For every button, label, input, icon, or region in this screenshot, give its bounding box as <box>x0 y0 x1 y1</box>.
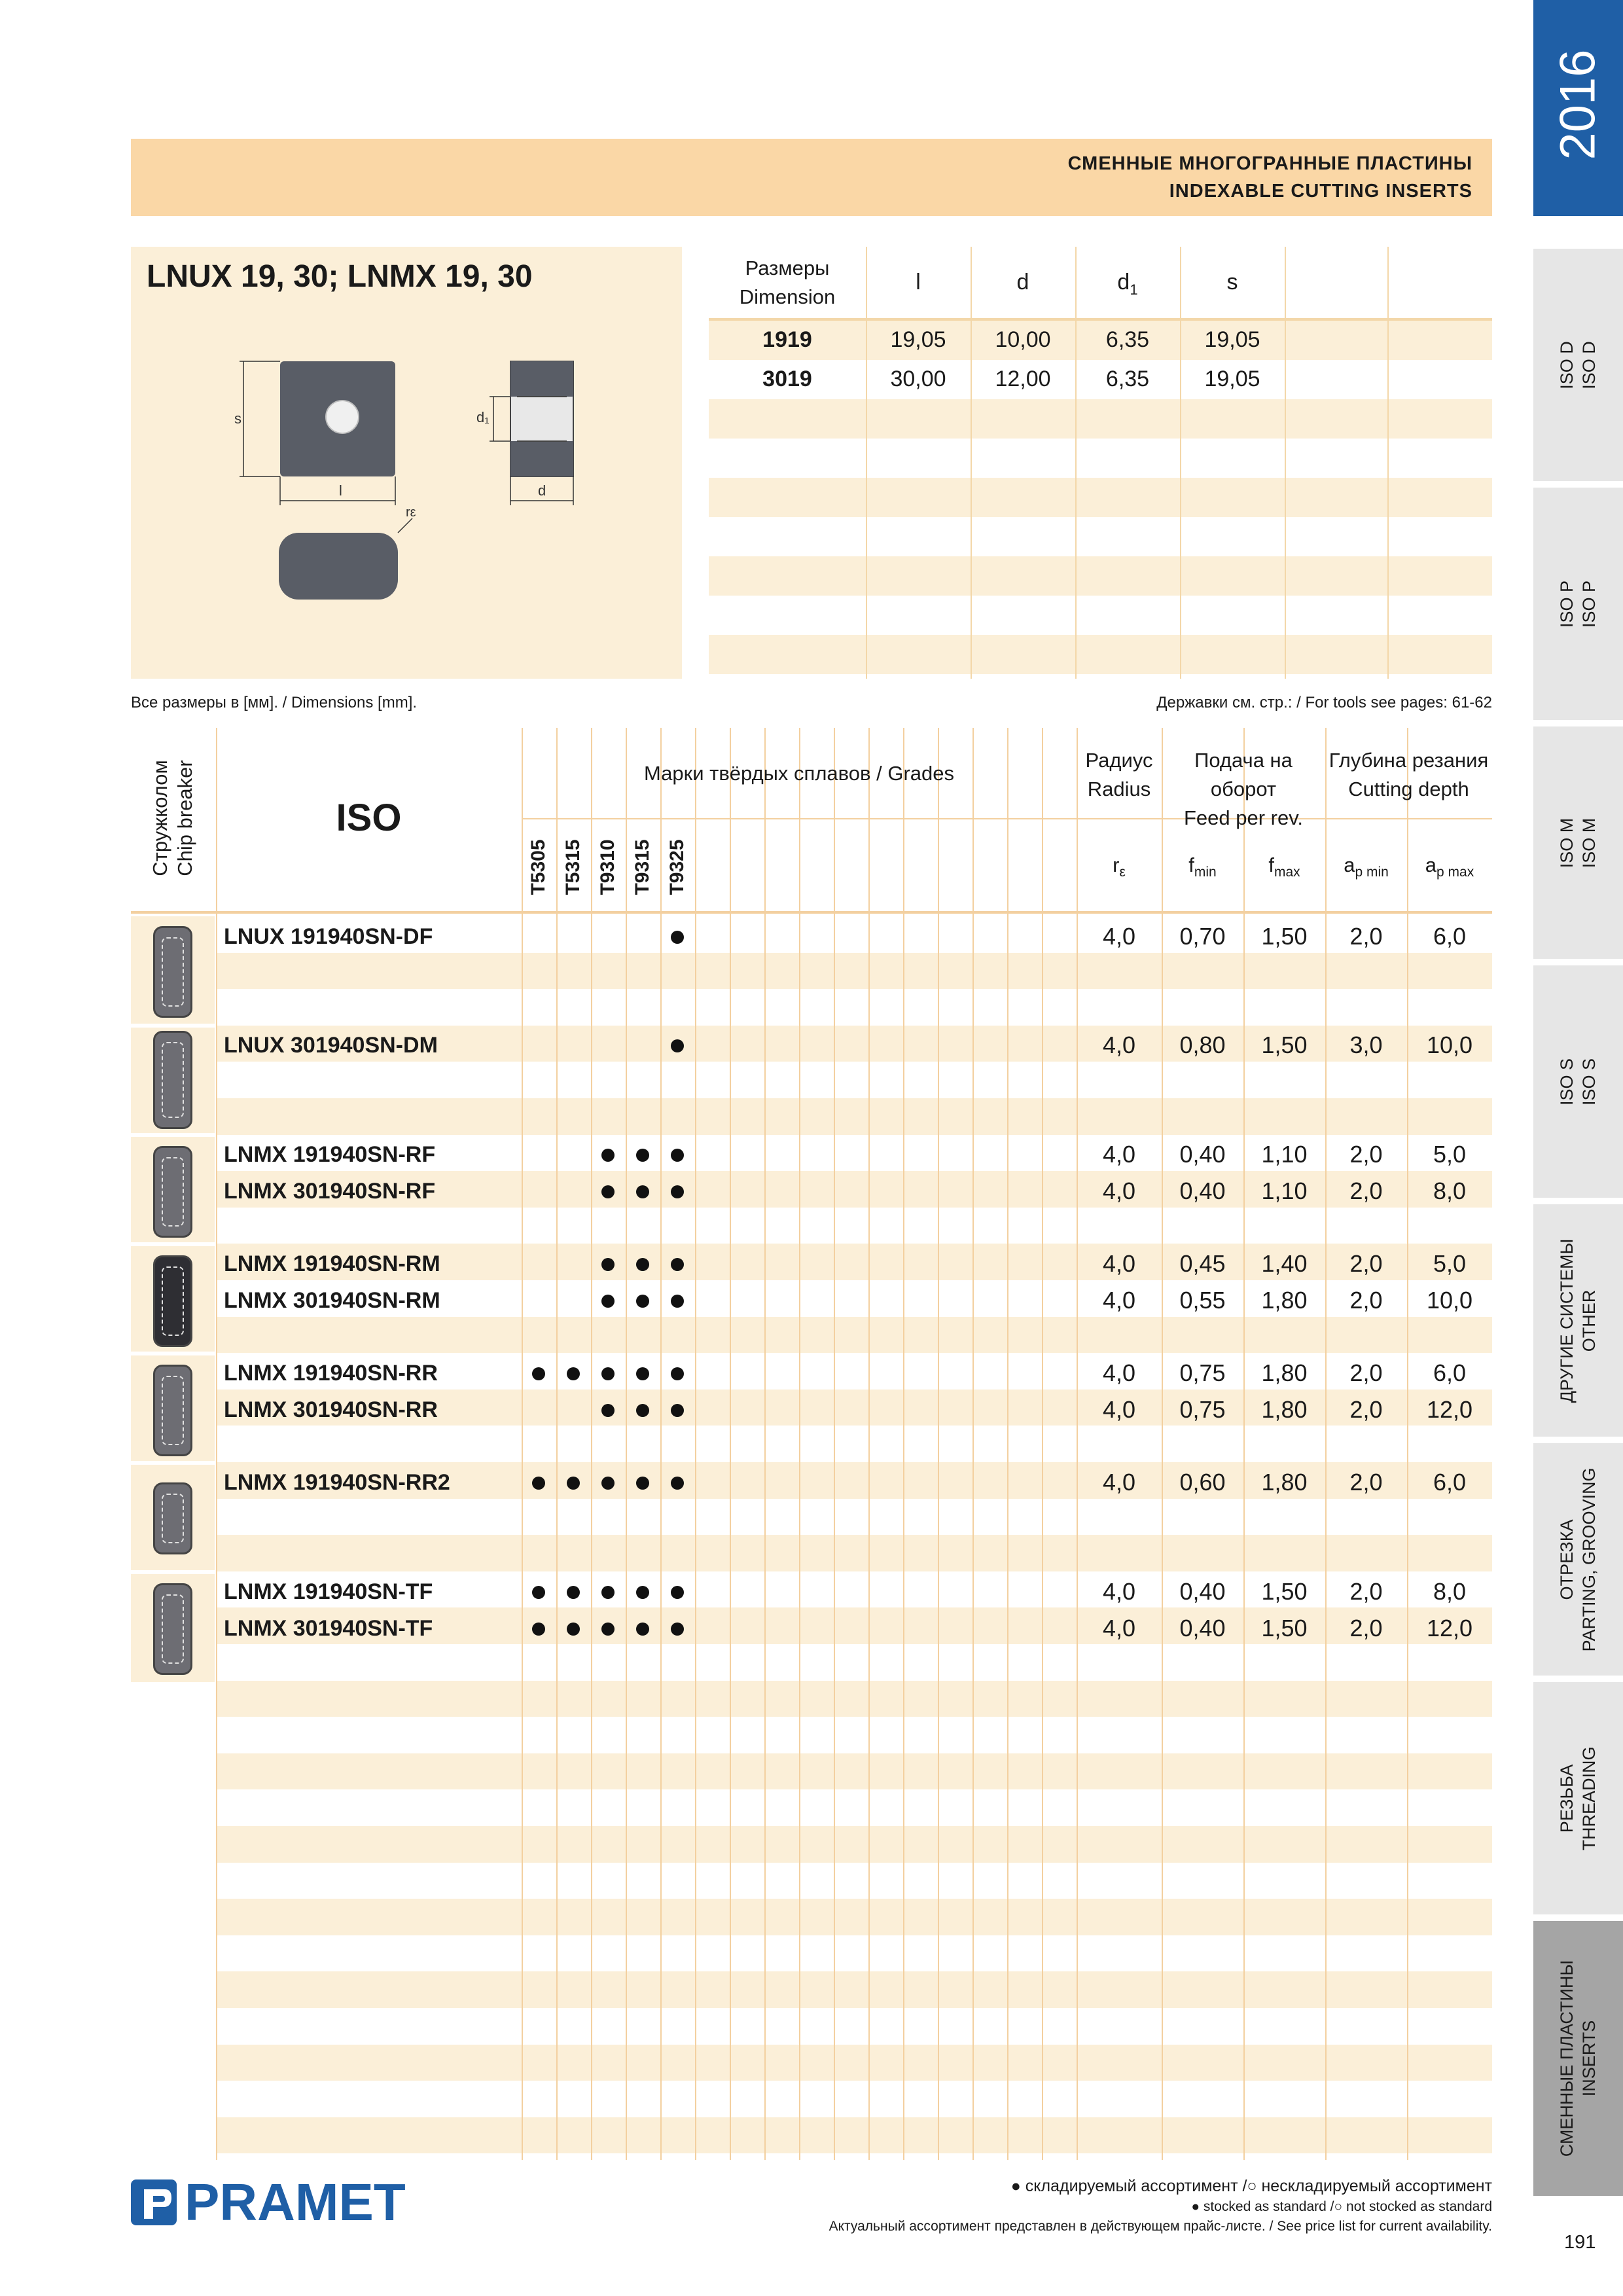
grade-col-rule <box>626 728 627 2160</box>
dim-col-rule <box>1180 247 1181 679</box>
grade-label-T9325: T9325 <box>666 839 688 895</box>
dim-row-l: 30,00 <box>890 367 946 391</box>
stock-dot-T9310 <box>601 1404 615 1417</box>
sidebar-tab-label: ISO P ISO P <box>1557 580 1599 628</box>
value-apmax: 10,0 <box>1426 1287 1473 1314</box>
dim-row-s: 19,05 <box>1204 327 1260 352</box>
product-code[interactable]: LNMX 191940SN-RR <box>224 1361 438 1386</box>
value-apmax: 6,0 <box>1433 1359 1467 1386</box>
header-feed: Подача на оборот Feed per rev. <box>1183 749 1304 829</box>
value-fmax: 1,50 <box>1261 923 1308 950</box>
stock-dot-T5315 <box>567 1623 580 1636</box>
chipbreaker-pattern-icon <box>162 1494 184 1543</box>
stock-dot-T9315 <box>636 1477 649 1490</box>
value-fmin: 0,40 <box>1179 1615 1226 1641</box>
value-apmin: 2,0 <box>1349 1396 1383 1423</box>
table-row-stripe <box>216 2045 1492 2081</box>
grade-col-rule <box>868 728 870 2160</box>
dim-row-s: 19,05 <box>1204 367 1260 391</box>
value-apmin: 2,0 <box>1349 1615 1383 1641</box>
value-apmax: 6,0 <box>1433 923 1467 950</box>
grade-col-rule <box>938 728 939 2160</box>
sidebar-tab-label: СМЕННЫЕ ПЛАСТИНЫ INSERTS <box>1557 1960 1599 2157</box>
dim-row-l: 19,05 <box>890 327 946 352</box>
chipbreaker-pattern-icon <box>162 1376 184 1445</box>
value-r: 4,0 <box>1102 1177 1136 1204</box>
dim-header-l: l <box>916 270 921 295</box>
stock-dot-T9325 <box>671 931 684 944</box>
stock-dot-T9315 <box>636 1149 649 1162</box>
subheader-f-max: $f_{max}$ <box>1268 853 1300 880</box>
grade-col-rule <box>522 728 523 2160</box>
page-number: 191 <box>1564 2232 1596 2253</box>
catalog-year-tab[interactable] <box>1533 0 1623 216</box>
table-row-stripe <box>216 1971 1492 2008</box>
group-separator <box>131 1024 215 1028</box>
stock-dot-T9325 <box>671 1586 684 1599</box>
dim-row-d: 10,00 <box>995 327 1051 352</box>
subheader-f-min: $f_{min}$ <box>1188 853 1217 880</box>
grade-col-rule <box>591 728 592 2160</box>
value-fmax: 1,50 <box>1261 1578 1308 1605</box>
value-r: 4,0 <box>1102 1469 1136 1496</box>
product-code[interactable]: LNMX 191940SN-TF <box>224 1579 433 1604</box>
stock-dot-T9310 <box>601 1149 615 1162</box>
stock-dot-T9310 <box>601 1367 615 1380</box>
value-fmax: 1,80 <box>1261 1359 1308 1386</box>
dim-col-rule <box>1075 247 1077 679</box>
value-fmin: 0,70 <box>1179 923 1226 950</box>
dim-row-stripe <box>709 478 1492 517</box>
stock-dot-T5305 <box>532 1586 545 1599</box>
product-code[interactable]: LNUX 191940SN-DF <box>224 924 433 949</box>
value-apmin: 2,0 <box>1349 1141 1383 1168</box>
group-separator <box>131 1570 215 1574</box>
value-fmin: 0,40 <box>1179 1177 1226 1204</box>
group-separator <box>131 1133 215 1137</box>
grade-col-rule <box>764 728 766 2160</box>
grade-col-rule <box>730 728 731 2160</box>
group-separator <box>131 1242 215 1246</box>
table-row-stripe <box>216 953 1492 990</box>
insert-diagram <box>131 247 682 679</box>
sidebar-tab-4[interactable] <box>1533 965 1623 1198</box>
stock-dot-T5315 <box>567 1477 580 1490</box>
value-r: 4,0 <box>1102 923 1136 950</box>
value-fmin: 0,45 <box>1179 1250 1226 1277</box>
dim-header-size-ru: Размеры <box>745 257 830 279</box>
dim-row-d: 12,00 <box>995 367 1051 391</box>
value-r: 4,0 <box>1102 1031 1136 1058</box>
chipbreaker-geometry-icon <box>153 926 192 1018</box>
dim-label-d1: d₁ <box>476 409 490 425</box>
stock-dot-T9315 <box>636 1295 649 1308</box>
sidebar-tab-label: ОТРЕЗКА PARTING, GROOVING <box>1557 1467 1599 1652</box>
sidebar-tab-5[interactable] <box>1533 1204 1623 1437</box>
chipbreaker-pattern-icon <box>162 1157 184 1227</box>
product-code[interactable]: LNMX 191940SN-RR2 <box>224 1470 450 1495</box>
dimensions-note: Все размеры в [мм]. / Dimensions [mm]. <box>131 694 418 711</box>
value-fmin: 0,75 <box>1179 1359 1226 1386</box>
table-row-stripe <box>216 1535 1492 1571</box>
stock-dot-T9315 <box>636 1404 649 1417</box>
table-row-stripe <box>216 1098 1492 1135</box>
chipbreaker-geometry-icon <box>153 1482 192 1554</box>
stock-dot-T9325 <box>671 1623 684 1636</box>
dim-col-rule <box>1387 247 1389 679</box>
value-apmax: 12,0 <box>1426 1396 1473 1423</box>
stock-dot-T9310 <box>601 1295 615 1308</box>
table-row-stripe <box>216 1899 1492 1935</box>
dim-row-stripe <box>709 635 1492 674</box>
product-code[interactable]: LNMX 301940SN-TF <box>224 1616 433 1641</box>
value-r: 4,0 <box>1102 1359 1136 1386</box>
value-fmax: 1,50 <box>1261 1615 1308 1641</box>
subheader-ap-min: $a_{p min}$ <box>1344 853 1389 880</box>
sidebar-tab-7[interactable] <box>1533 1682 1623 1914</box>
catalog-year: 2016 <box>1550 49 1606 160</box>
value-apmin: 2,0 <box>1349 1287 1383 1314</box>
subheader-r-eps: $r_\varepsilon$ <box>1113 853 1126 880</box>
table-row-stripe <box>216 1317 1492 1354</box>
grade-col-rule <box>695 728 696 2160</box>
dim-label-l: l <box>339 482 342 499</box>
dim-label-d: d <box>538 482 546 499</box>
value-r: 4,0 <box>1102 1250 1136 1277</box>
chipbreaker-geometry-icon <box>153 1255 192 1347</box>
grade-label-T9315: T9315 <box>632 839 653 895</box>
header-iso: ISO <box>336 797 402 839</box>
pramet-logo <box>131 2173 406 2232</box>
subheader-ap-max: $a_{p max}$ <box>1425 853 1474 880</box>
value-fmin: 0,40 <box>1179 1141 1226 1168</box>
chipbreaker-geometry-icon <box>153 1365 192 1456</box>
grade-col-rule <box>556 728 558 2160</box>
sidebar-tab-label: ISO S ISO S <box>1557 1058 1599 1105</box>
chipbreaker-pattern-icon <box>162 1266 184 1336</box>
stock-dot-T5305 <box>532 1477 545 1490</box>
value-apmax: 8,0 <box>1433 1177 1467 1204</box>
value-r: 4,0 <box>1102 1615 1136 1641</box>
value-apmin: 2,0 <box>1349 1177 1383 1204</box>
stock-dot-T9315 <box>636 1258 649 1271</box>
value-apmin: 3,0 <box>1349 1031 1383 1058</box>
value-apmin: 2,0 <box>1349 1469 1383 1496</box>
value-apmin: 2,0 <box>1349 923 1383 950</box>
legend-ru: ● складируемый ассортимент /○ нескладируемый ассортимент <box>1010 2177 1492 2195</box>
stock-dot-T5315 <box>567 1586 580 1599</box>
value-apmin: 2,0 <box>1349 1250 1383 1277</box>
grade-col-rule <box>660 728 662 2160</box>
product-code[interactable]: LNMX 301940SN-RR <box>224 1397 438 1422</box>
section-title-ru: СМЕННЫЕ МНОГОГРАННЫЕ ПЛАСТИНЫ <box>1067 153 1472 174</box>
sidebar-tab-2[interactable] <box>1533 488 1623 720</box>
value-apmin: 2,0 <box>1349 1359 1383 1386</box>
dim-col-rule <box>971 247 972 679</box>
dim-header-d: d <box>1016 270 1029 295</box>
table-subheader-rule <box>522 818 1492 819</box>
value-fmin: 0,60 <box>1179 1469 1226 1496</box>
value-fmin: 0,75 <box>1179 1396 1226 1423</box>
value-fmax: 1,10 <box>1261 1177 1308 1204</box>
product-code[interactable]: LNUX 301940SN-DM <box>224 1033 438 1058</box>
sidebar-tab-label: ISO D ISO D <box>1557 340 1599 389</box>
dim-label-re: rε <box>406 505 416 520</box>
header-depth: Глубина резания Cutting depth <box>1329 749 1489 800</box>
dim-col-rule <box>866 247 867 679</box>
chipbreaker-geometry-icon <box>153 1031 192 1129</box>
stock-dot-T9325 <box>671 1185 684 1198</box>
grade-col-rule <box>1042 728 1043 2160</box>
value-fmax: 1,50 <box>1261 1031 1308 1058</box>
value-apmax: 5,0 <box>1433 1250 1467 1277</box>
grade-label-T9310: T9310 <box>597 839 618 895</box>
value-fmax: 1,10 <box>1261 1141 1308 1168</box>
legend-en: ● stocked as standard /○ not stocked as standard <box>1191 2199 1492 2214</box>
product-code[interactable]: LNMX 191940SN-RF <box>224 1142 436 1167</box>
insert-end-view <box>279 533 398 600</box>
grade-col-rule <box>903 728 904 2160</box>
value-apmax: 10,0 <box>1426 1031 1473 1058</box>
section-title-en: INDEXABLE CUTTING INSERTS <box>1169 181 1472 202</box>
product-code[interactable]: LNMX 301940SN-RM <box>224 1288 440 1313</box>
stock-dot-T5305 <box>532 1367 545 1380</box>
stock-dot-T9325 <box>671 1295 684 1308</box>
grade-col-rule <box>799 728 800 2160</box>
stock-dot-T9310 <box>601 1477 615 1490</box>
stock-dot-T9310 <box>601 1586 615 1599</box>
chipbreaker-geometry-icon <box>153 1146 192 1238</box>
dim-header-s: s <box>1226 270 1238 295</box>
header-chipbreaker: Стружколом Chip breaker <box>149 760 196 876</box>
value-apmax: 8,0 <box>1433 1578 1467 1605</box>
stock-dot-T9315 <box>636 1623 649 1636</box>
dim-label-s: s <box>234 410 241 427</box>
sidebar-tab-8[interactable] <box>1533 1921 1623 2196</box>
dim-header-size-en: Dimension <box>739 285 836 308</box>
sidebar-tab-6[interactable] <box>1533 1443 1623 1676</box>
value-apmax: 6,0 <box>1433 1469 1467 1496</box>
sidebar-tab-1[interactable] <box>1533 249 1623 481</box>
stock-dot-T9325 <box>671 1258 684 1271</box>
value-fmax: 1,40 <box>1261 1250 1308 1277</box>
grade-col-rule <box>1007 728 1008 2160</box>
iso-col-rule <box>216 728 217 2160</box>
dim-row-size: 1919 <box>762 327 812 352</box>
stock-dot-T9315 <box>636 1586 649 1599</box>
group-separator <box>131 1461 215 1465</box>
value-fmax: 1,80 <box>1261 1287 1308 1314</box>
dim-row-size: 3019 <box>762 367 812 391</box>
product-title: LNUX 19, 30; LNMX 19, 30 <box>147 259 533 294</box>
chipbreaker-geometry-icon <box>153 1583 192 1675</box>
chipbreaker-pattern-icon <box>162 1042 184 1118</box>
stock-dot-T9315 <box>636 1185 649 1198</box>
product-code[interactable]: LNMX 191940SN-RM <box>224 1251 440 1276</box>
dim-header-d1: $d_1$ <box>1117 270 1138 298</box>
stock-dot-T5305 <box>532 1623 545 1636</box>
price-list-note: Актуальный ассортимент представлен в действующем прайс-листе. / See price list for current availability. <box>829 2219 1492 2234</box>
table-row-stripe <box>216 2117 1492 2154</box>
stock-dot-T9310 <box>601 1258 615 1271</box>
value-fmin: 0,55 <box>1179 1287 1226 1314</box>
header-grades: Марки твёрдых сплавов / Grades <box>643 762 954 785</box>
table-row-stripe <box>216 1826 1492 1863</box>
stock-dot-T9315 <box>636 1367 649 1380</box>
stock-dot-T9325 <box>671 1367 684 1380</box>
value-fmax: 1,80 <box>1261 1469 1308 1496</box>
product-info-box <box>131 247 682 679</box>
value-r: 4,0 <box>1102 1396 1136 1423</box>
grade-label-T5305: T5305 <box>527 839 549 895</box>
grade-col-rule <box>834 728 835 2160</box>
stock-dot-T5315 <box>567 1367 580 1380</box>
dim-row-stripe <box>709 399 1492 439</box>
sidebar-tab-3[interactable] <box>1533 726 1623 959</box>
chipbreaker-pattern-icon <box>162 1594 184 1664</box>
value-apmin: 2,0 <box>1349 1578 1383 1605</box>
dim-col-rule <box>1285 247 1286 679</box>
section-header-band <box>131 139 1492 216</box>
sidebar-tab-label: ДРУГИЕ СИСТЕМЫ OTHER <box>1557 1238 1599 1403</box>
group-separator <box>131 1352 215 1355</box>
value-fmin: 0,80 <box>1179 1031 1226 1058</box>
value-apmax: 12,0 <box>1426 1615 1473 1641</box>
table-row-stripe <box>216 1753 1492 1790</box>
value-r: 4,0 <box>1102 1287 1136 1314</box>
sidebar-tab-label: ISO M ISO M <box>1557 817 1599 868</box>
chipbreaker-pattern-icon <box>162 937 184 1007</box>
stock-dot-T9310 <box>601 1185 615 1198</box>
tools-reference-note[interactable]: Державки см. стр.: / For tools see pages: 61-62 <box>1156 694 1492 711</box>
value-r: 4,0 <box>1102 1578 1136 1605</box>
value-fmin: 0,40 <box>1179 1578 1226 1605</box>
stock-dot-T9325 <box>671 1477 684 1490</box>
product-code[interactable]: LNMX 301940SN-RF <box>224 1179 436 1204</box>
grade-col-rule <box>972 728 974 2160</box>
stock-dot-T9310 <box>601 1623 615 1636</box>
value-fmax: 1,80 <box>1261 1396 1308 1423</box>
dim-row-d1: 6,35 <box>1105 327 1150 352</box>
header-radius: Радиус Radius <box>1085 749 1153 800</box>
table-row-stripe <box>216 1681 1492 1717</box>
value-apmax: 5,0 <box>1433 1141 1467 1168</box>
dim-header-rule <box>709 318 1492 321</box>
dim-row-d1: 6,35 <box>1105 367 1150 391</box>
sidebar-tab-label: РЕЗЬБА THREADING <box>1557 1746 1599 1851</box>
grade-label-T5315: T5315 <box>562 839 584 895</box>
stock-dot-T9325 <box>671 1404 684 1417</box>
dim-row-stripe <box>709 556 1492 596</box>
stock-dot-T9325 <box>671 1149 684 1162</box>
value-r: 4,0 <box>1102 1141 1136 1168</box>
logo-text: PRAMET <box>185 2173 406 2231</box>
stock-dot-T9325 <box>671 1039 684 1052</box>
table-header-rule <box>131 911 1492 914</box>
